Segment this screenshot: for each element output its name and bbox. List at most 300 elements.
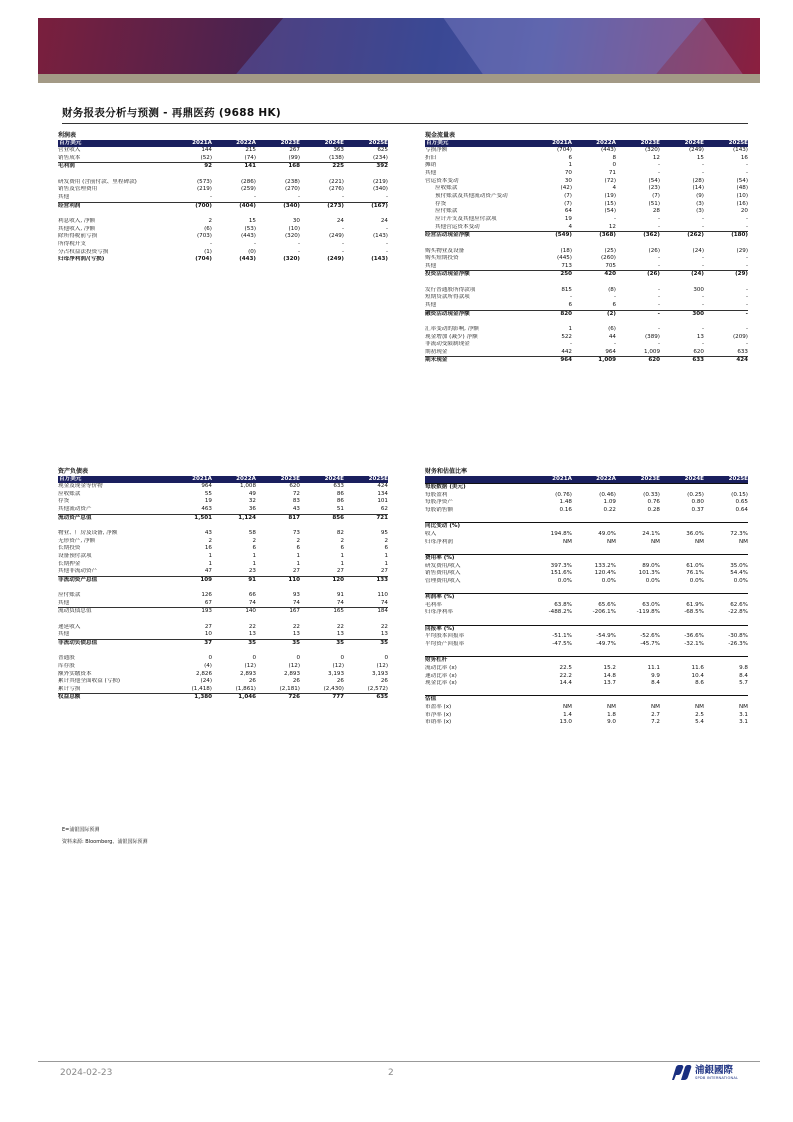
row-value: 19	[204, 498, 212, 505]
row-value: -26.3%	[728, 641, 748, 647]
row-value	[660, 696, 704, 704]
row-value: -32.1%	[684, 641, 704, 647]
row-value: -	[569, 341, 572, 348]
row-value: 120	[332, 576, 344, 583]
row-label: 平均资产回报率	[425, 641, 465, 647]
row-value	[660, 626, 704, 634]
table-row	[425, 341, 748, 349]
table-header	[425, 140, 748, 147]
table-row	[425, 665, 748, 673]
row-value: (3)	[696, 200, 704, 207]
row-value: (99)	[288, 154, 300, 161]
row-value: (143)	[732, 147, 748, 154]
row-value: -	[341, 240, 344, 247]
row-label: 普通股	[58, 655, 75, 662]
row-value: 2,893	[239, 670, 256, 677]
row-value: 300	[693, 286, 704, 293]
table-row	[425, 531, 748, 539]
row-value: 0	[208, 655, 212, 662]
table-row	[425, 609, 748, 617]
row-value: 1	[208, 552, 212, 559]
row-value: -22.8%	[728, 609, 748, 616]
row-value: (404)	[239, 202, 256, 209]
table-row	[58, 686, 388, 695]
row-value: 133	[376, 576, 388, 583]
table-row	[425, 216, 748, 224]
row-value: 1	[252, 560, 256, 567]
row-value: 70	[564, 170, 572, 177]
row-value: (443)	[600, 147, 616, 154]
row-value: (0.33)	[643, 491, 660, 498]
row-value: (16)	[736, 200, 748, 207]
row-value: (19)	[604, 193, 616, 200]
row-value: (573)	[196, 178, 212, 185]
row-value: -	[745, 302, 748, 308]
row-value: 71	[608, 170, 616, 177]
row-value: 2	[208, 217, 212, 224]
row-value: (276)	[328, 186, 344, 193]
row-value: (9)	[696, 193, 704, 200]
table-row	[425, 162, 748, 170]
page-number: 2	[388, 1068, 394, 1078]
row-value: (270)	[284, 186, 300, 193]
row-label: 购买短期投资	[425, 255, 459, 262]
row-value: -	[657, 223, 660, 230]
financial-ratios-table	[425, 467, 748, 727]
row-value: (74)	[244, 154, 256, 161]
row-value: (234)	[372, 154, 388, 161]
row-spacer	[425, 649, 748, 657]
row-value: (700)	[195, 202, 212, 209]
row-label: 销售成本	[58, 154, 81, 161]
row-label: 长期投资	[58, 545, 81, 552]
row-value	[616, 657, 660, 665]
row-value: (221)	[328, 178, 344, 185]
row-value: 19	[564, 215, 572, 222]
row-value	[528, 594, 572, 602]
row-value: 76.1%	[686, 570, 704, 577]
row-value: (4)	[204, 662, 212, 669]
logo-english-text: SPDB INTERNATIONAL	[695, 1076, 739, 1080]
header-year: 2025E	[368, 476, 388, 482]
row-spacer	[425, 688, 748, 696]
row-value: 72.3%	[730, 531, 748, 538]
row-value: 1	[208, 560, 212, 567]
row-value: (25)	[604, 247, 616, 254]
row-label: 研发费用/收入	[425, 562, 461, 569]
table-row	[58, 498, 388, 506]
row-label: 权益总额	[58, 694, 81, 701]
table-row	[58, 203, 388, 211]
row-value: (320)	[283, 256, 300, 263]
table-row	[425, 499, 748, 507]
row-value: (42)	[560, 185, 572, 192]
logo-chinese-text: 浦銀國際	[695, 1065, 734, 1076]
row-value: (12)	[244, 662, 256, 669]
row-value: -	[341, 194, 344, 201]
spdb-logo-icon	[670, 1064, 692, 1082]
row-value: (703)	[196, 233, 212, 240]
row-value: 73	[292, 530, 300, 537]
header-strip	[38, 74, 760, 83]
row-value	[528, 696, 572, 704]
row-value: 13.7	[603, 680, 616, 687]
row-value: 4	[612, 185, 616, 192]
table-row	[58, 515, 388, 523]
row-label: 费用率 (%)	[425, 554, 455, 561]
row-value: -	[385, 248, 388, 255]
row-spacer	[425, 546, 748, 554]
row-value: 820	[560, 310, 572, 317]
row-label: 非流动受限制现金	[425, 341, 470, 348]
table-row	[425, 178, 748, 186]
header-year: 2021A	[192, 476, 212, 482]
footer-rule	[38, 1061, 760, 1062]
row-value: 0	[296, 655, 300, 662]
row-value: 633	[737, 348, 748, 355]
row-value: 10	[204, 631, 212, 638]
row-value: (24)	[691, 271, 704, 278]
row-value: -	[613, 215, 616, 222]
table-row	[425, 201, 748, 209]
row-value: -	[701, 294, 704, 301]
row-value: (14)	[692, 185, 704, 192]
table-row	[425, 287, 748, 295]
forecast-note: E=浦银国际预测	[62, 827, 100, 833]
table-row	[425, 311, 748, 319]
table-row	[425, 554, 748, 563]
row-value: (23)	[648, 185, 660, 192]
row-label: 累计亏损	[58, 685, 81, 692]
row-value: 10.4	[691, 672, 704, 679]
row-value: 20	[740, 208, 748, 215]
row-value: 22.2	[559, 672, 572, 679]
row-value: (443)	[240, 233, 256, 240]
row-value: 0.76	[647, 499, 660, 506]
row-value: (445)	[556, 255, 572, 262]
row-value: 2.5	[695, 711, 704, 718]
row-label: 每股净资产	[425, 499, 453, 506]
table-row	[425, 255, 748, 263]
row-value: 856	[332, 514, 344, 521]
table-row	[58, 218, 388, 226]
row-value: 35	[248, 640, 256, 646]
row-value: (443)	[239, 256, 256, 263]
row-value: 2,826	[195, 670, 212, 677]
row-value	[704, 523, 748, 531]
row-value: (0)	[248, 248, 256, 255]
row-value: 0.28	[647, 507, 660, 514]
header-year: 2021A	[192, 140, 212, 146]
table-row	[58, 553, 388, 561]
row-label: 经营利润	[58, 202, 81, 209]
header-banner	[38, 18, 760, 74]
row-value: 0	[252, 655, 256, 662]
row-value: -	[657, 341, 660, 348]
row-value: (15)	[604, 200, 616, 207]
row-value: 0	[340, 655, 344, 662]
row-value: 0.65	[735, 499, 748, 506]
header-year: 2021A	[552, 140, 572, 146]
row-value: 215	[245, 147, 256, 154]
table-row	[58, 179, 388, 187]
row-value: -	[745, 162, 748, 169]
table-row	[425, 570, 748, 578]
table-header	[425, 476, 748, 483]
row-value: -	[297, 240, 300, 247]
row-value: (10)	[736, 193, 748, 200]
row-value: 777	[332, 694, 344, 701]
row-value: (219)	[372, 178, 388, 185]
row-value: 26	[336, 678, 344, 685]
row-value: 0.22	[603, 507, 616, 514]
row-value: 101	[377, 498, 388, 505]
table-row	[425, 232, 748, 240]
row-value: 36	[248, 506, 256, 513]
row-value: (0.25)	[687, 491, 704, 498]
row-value: -	[657, 302, 660, 308]
table-row	[58, 483, 388, 491]
row-value: (10)	[288, 225, 300, 232]
row-value	[572, 696, 616, 704]
row-spacer	[425, 279, 748, 287]
row-value: (259)	[240, 186, 256, 193]
row-value: 15	[696, 154, 704, 161]
row-value: -	[657, 286, 660, 293]
row-value: (53)	[244, 225, 256, 232]
row-value: 0.64	[735, 507, 748, 514]
section-title: 现金流量表	[425, 132, 456, 139]
row-value: -49.7%	[596, 641, 616, 647]
row-value: 26	[248, 678, 256, 685]
row-value: 22.5	[559, 664, 572, 671]
table-header	[58, 140, 388, 147]
row-value: -	[701, 162, 704, 169]
row-label: 每股盈利	[425, 491, 448, 498]
row-value: 620	[289, 483, 300, 490]
row-label: 期初现金	[425, 348, 448, 355]
row-value: 144	[201, 147, 212, 154]
row-label: 销售及管理费用	[58, 186, 98, 193]
row-label: 归母净利润/(亏损)	[58, 256, 105, 263]
row-label: 销售费用/收入	[425, 570, 461, 577]
row-value: 633	[692, 357, 704, 364]
row-value: 26	[292, 678, 300, 685]
row-value	[660, 523, 704, 531]
row-value: 1,124	[238, 514, 256, 521]
row-label: 存货	[58, 498, 70, 505]
row-value: 817	[288, 514, 300, 521]
row-value: (143)	[371, 256, 388, 263]
row-value: 16	[204, 545, 212, 552]
row-value: 5.7	[739, 680, 748, 687]
row-value: 1,380	[194, 694, 212, 701]
row-value: -	[385, 240, 388, 247]
row-value: -30.8%	[728, 633, 748, 640]
header-year: 2024E	[684, 476, 704, 482]
row-value: 109	[200, 576, 212, 583]
row-label: 其他非流动资产	[58, 568, 98, 575]
row-label: 其他	[58, 631, 70, 638]
row-value: 1,046	[238, 694, 256, 701]
row-value: 522	[561, 333, 572, 340]
row-value: 442	[561, 348, 572, 355]
header-year: 2024E	[324, 140, 344, 146]
table-row	[425, 208, 748, 216]
row-value	[572, 523, 616, 531]
row-value	[616, 523, 660, 531]
row-value: 43	[204, 530, 212, 537]
row-value: 120.4%	[594, 570, 616, 577]
row-label: 营运资本变动	[425, 177, 459, 184]
row-value: 0.0%	[645, 577, 660, 584]
row-value: -	[613, 341, 616, 348]
row-value: (48)	[736, 185, 748, 192]
table-row	[58, 640, 388, 648]
row-label: 无形资产, 净额	[58, 537, 96, 544]
table-row	[425, 680, 748, 688]
row-value: 26	[380, 678, 388, 685]
table-row	[425, 334, 748, 342]
row-label: 期末现金	[425, 357, 448, 364]
row-value: (249)	[327, 256, 344, 263]
row-label: 分占权益法投资亏损	[58, 248, 109, 255]
table-row	[425, 719, 748, 727]
row-value: (54)	[604, 208, 616, 215]
table-row	[58, 568, 388, 577]
table-row	[425, 712, 748, 720]
row-value	[660, 594, 704, 602]
row-value: 7.2	[651, 719, 660, 726]
row-value: 82	[336, 530, 344, 537]
row-value: 47	[204, 568, 212, 575]
row-value: (167)	[371, 202, 388, 209]
header-label	[425, 476, 528, 483]
row-value: 397.3%	[550, 562, 572, 569]
row-value: 1,009	[643, 348, 660, 355]
row-value: 24.1%	[642, 531, 660, 538]
row-value: 27	[204, 623, 212, 630]
row-value: 22	[292, 623, 300, 630]
header-label: 百万美元	[59, 476, 82, 482]
row-value: 55	[204, 490, 212, 497]
row-value: 9.9	[651, 672, 660, 679]
row-value: 2	[296, 537, 300, 544]
row-label: 存货	[435, 200, 447, 207]
header-year: 2024E	[684, 140, 704, 146]
row-value: -	[701, 262, 704, 269]
row-value: 35	[336, 640, 344, 646]
row-value: 620	[693, 348, 704, 355]
source-note: 资料来源: Bloomberg、浦银国际预测	[62, 839, 148, 845]
row-value: 0.16	[559, 507, 572, 514]
row-spacer	[58, 585, 388, 593]
table-row	[425, 155, 748, 163]
row-label: 购买物业及设备	[425, 247, 465, 254]
row-value: (0.46)	[599, 491, 616, 498]
row-value: 35	[292, 640, 300, 646]
row-value: 44	[608, 333, 616, 340]
row-value: -	[701, 255, 704, 262]
row-value: -	[657, 310, 660, 317]
row-value: 12	[608, 223, 616, 230]
row-value: 250	[560, 271, 572, 278]
row-value: (219)	[196, 186, 212, 193]
table-row	[58, 249, 388, 257]
row-value: 2	[208, 537, 212, 544]
table-row	[425, 357, 748, 365]
table-row	[58, 608, 388, 616]
table-row	[58, 631, 388, 640]
row-value: 300	[692, 310, 704, 317]
row-value: 63.0%	[642, 601, 660, 608]
spdb-logo	[670, 1064, 738, 1082]
row-value: 14.8	[603, 672, 616, 679]
row-value: 1	[568, 162, 572, 169]
row-value: -	[209, 194, 212, 201]
row-value: (24)	[692, 247, 704, 254]
row-value: 13	[248, 631, 256, 638]
row-label: 应计开支及其他应付款项	[435, 215, 497, 222]
row-value: (54)	[736, 177, 748, 184]
row-value: -54.9%	[596, 633, 616, 640]
table-row	[58, 155, 388, 164]
table-row	[58, 600, 388, 609]
row-value	[572, 657, 616, 665]
row-value: -	[745, 170, 748, 177]
row-value: -	[745, 255, 748, 262]
row-value: 424	[377, 483, 388, 490]
section-title: 财务和估值比率	[425, 468, 468, 475]
row-value: 6	[384, 545, 388, 552]
table-row	[425, 326, 748, 334]
row-value: -	[701, 170, 704, 177]
row-value: 27	[380, 568, 388, 575]
row-value: 3,193	[327, 670, 344, 677]
table-row	[425, 602, 748, 610]
row-value: 35.0%	[730, 562, 748, 569]
row-label: 归母净利率	[425, 609, 453, 616]
row-value: (8)	[608, 286, 616, 293]
row-value: (3)	[696, 208, 704, 215]
row-value: 30	[292, 217, 300, 224]
row-label: 回报率 (%)	[425, 625, 455, 632]
row-value	[528, 523, 572, 531]
row-spacer	[58, 171, 388, 179]
row-value: -	[701, 341, 704, 348]
row-value: NM	[650, 538, 660, 545]
row-value: 363	[333, 147, 344, 154]
table-row	[58, 506, 388, 515]
row-value: 92	[204, 163, 212, 170]
table-row	[425, 695, 748, 704]
row-value: -	[745, 223, 748, 230]
row-label: 管理费用/收入	[425, 577, 461, 584]
table-row	[425, 294, 748, 302]
row-value: 6	[252, 545, 256, 552]
row-value: 140	[245, 608, 256, 615]
header-year: 2023E	[640, 476, 660, 482]
row-value: (52)	[200, 154, 212, 161]
table-row	[58, 694, 388, 702]
row-spacer	[425, 240, 748, 248]
row-value: 91	[336, 592, 344, 599]
row-value: 392	[376, 163, 388, 170]
row-value: 72	[292, 490, 300, 497]
row-value: 74	[336, 599, 344, 606]
row-label: 非流动资产总值	[58, 576, 98, 583]
row-value: 0	[612, 162, 616, 169]
